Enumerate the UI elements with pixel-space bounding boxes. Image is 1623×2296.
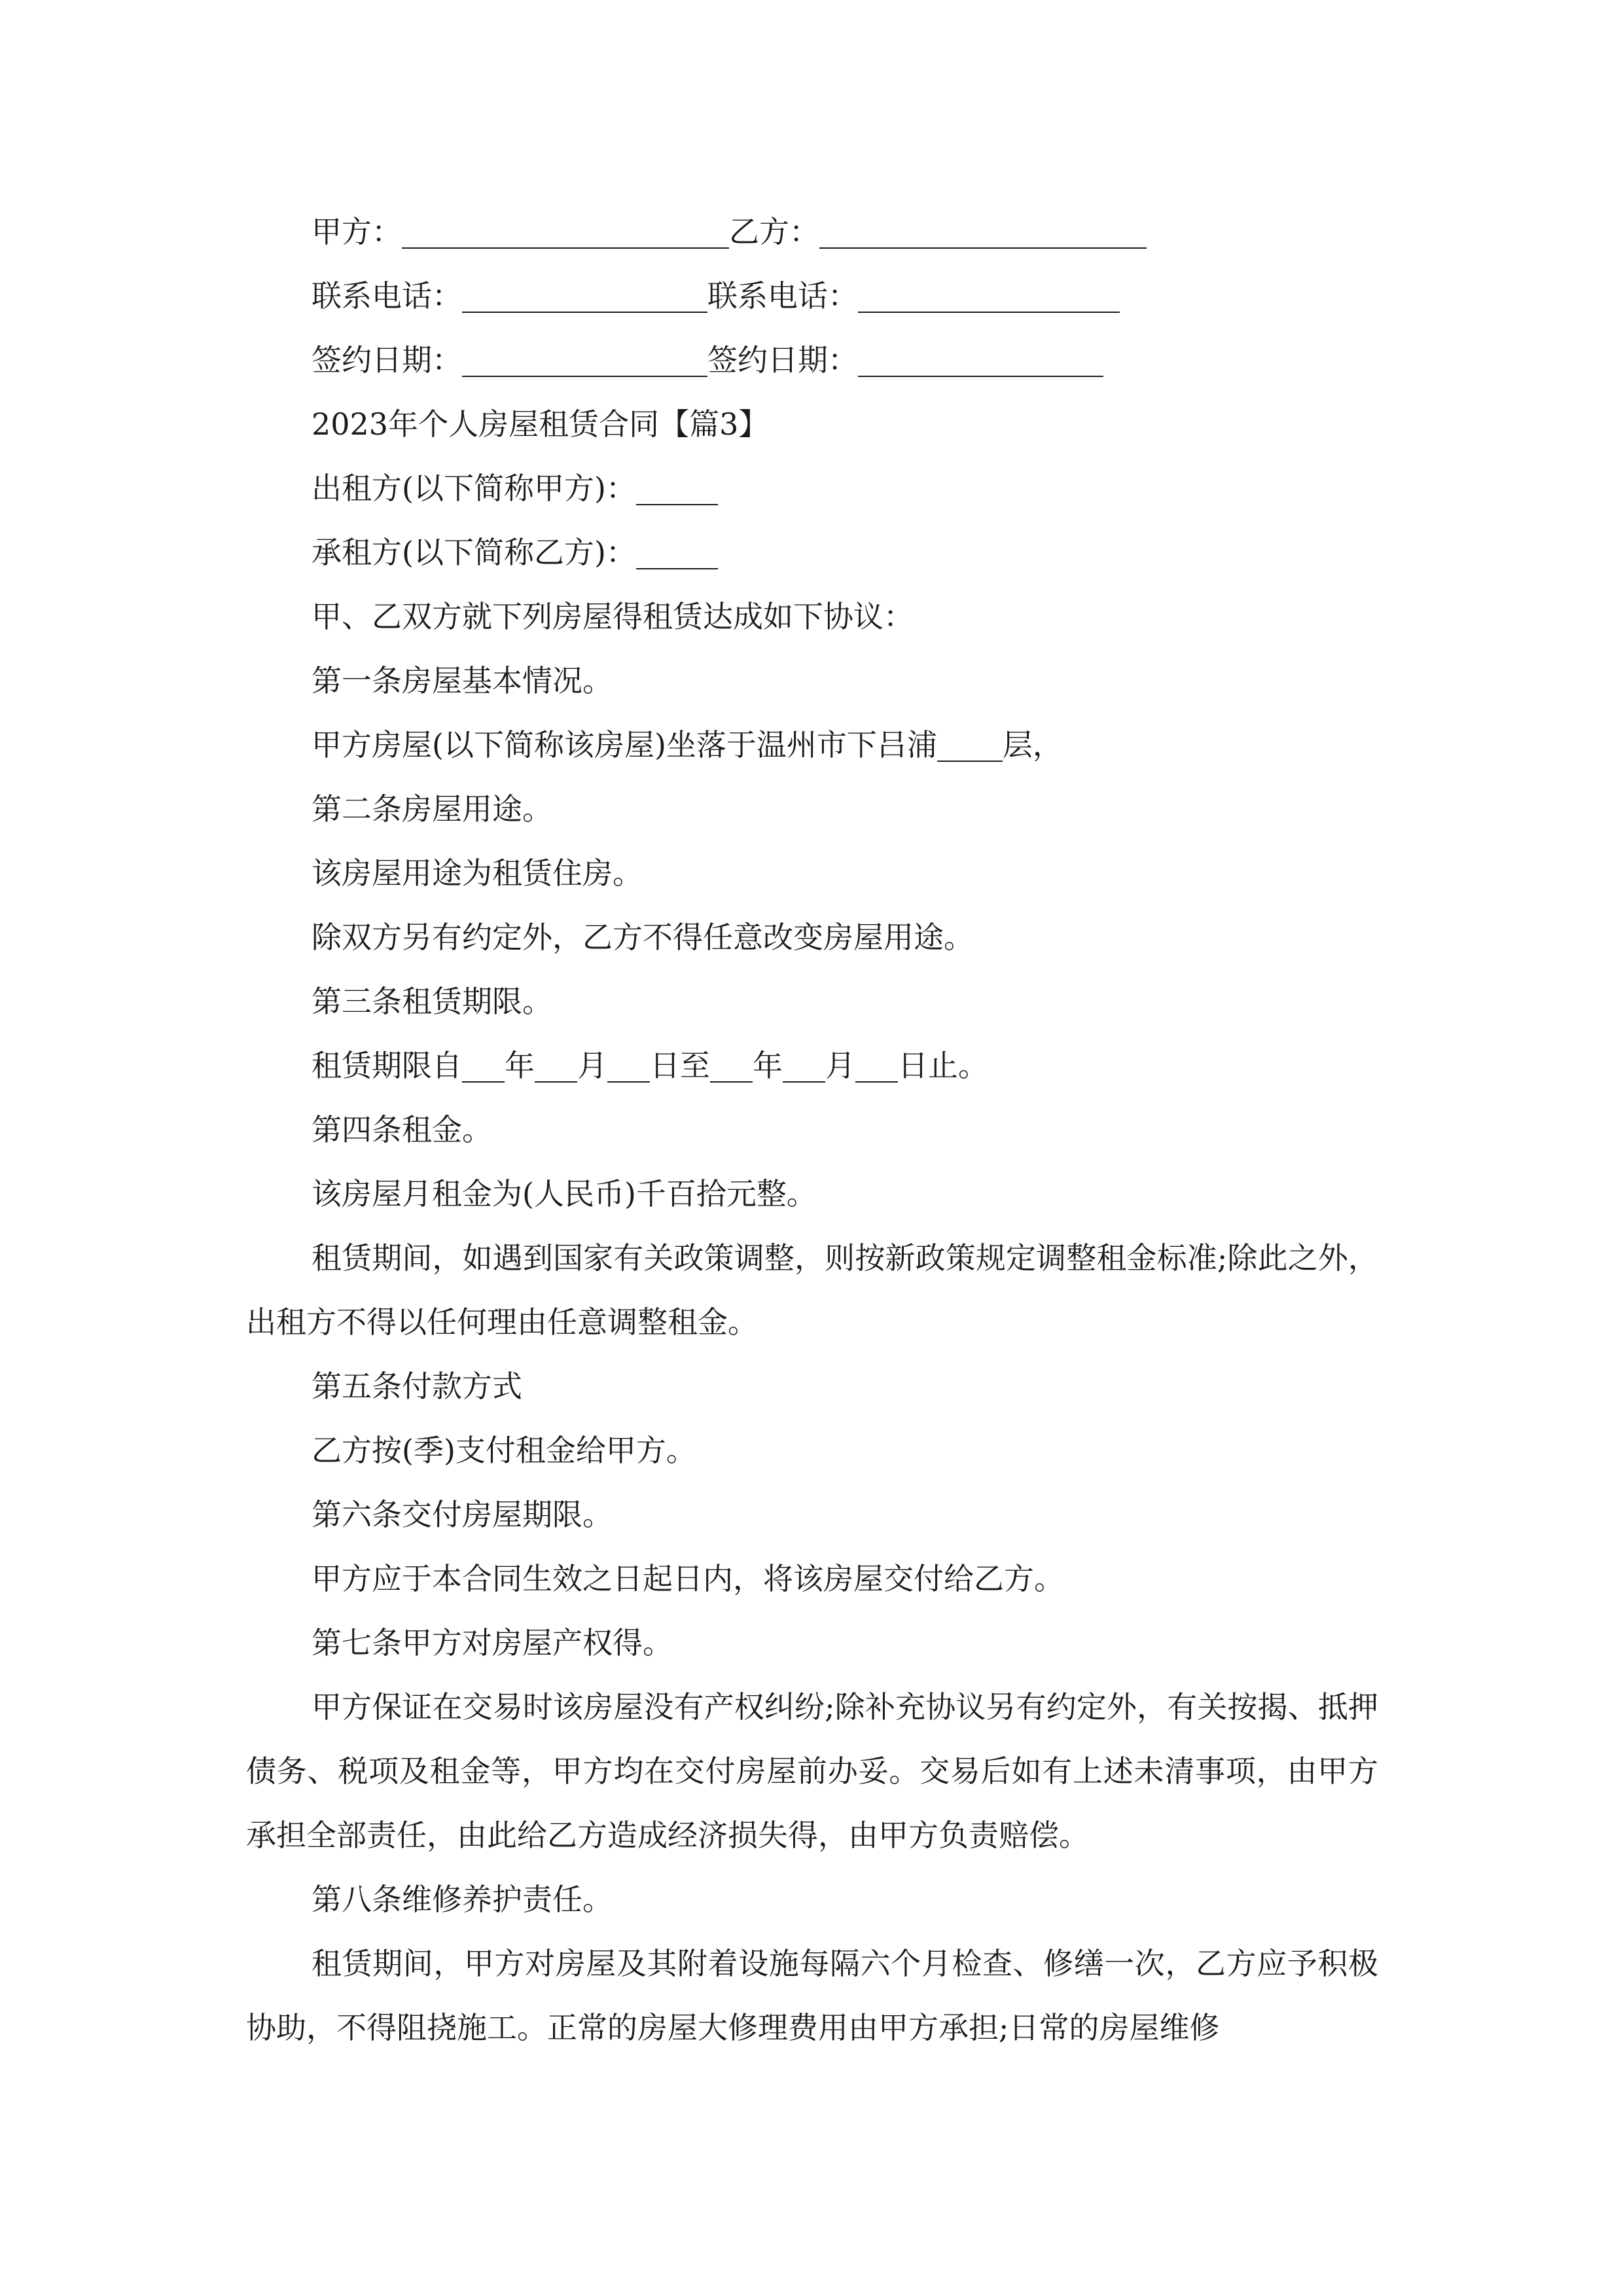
party-a-blank: [402, 216, 729, 249]
article-3-text: [246, 1033, 1378, 1098]
party-b-blank: [819, 216, 1147, 249]
date-b-label: 签约日期：: [707, 342, 858, 378]
article-6-title: 第六条交付房屋期限。: [312, 1497, 613, 1532]
lessor-row: [246, 456, 1378, 520]
party-signature-row: [246, 200, 1378, 264]
phone-a-label: 联系电话：: [312, 278, 462, 314]
article-1-text: [246, 713, 1378, 777]
term-day-to: 日至: [650, 1048, 710, 1083]
phone-a-blank: [462, 280, 707, 313]
date-b-blank: [858, 344, 1103, 377]
term-year-2: 年: [753, 1048, 783, 1083]
article-8-text: 租赁期间，甲方对房屋及其附着设施每隔六个月检查、修缮一次，乙方应予积极协助，不得阻挠施工。正常的房屋大修理费用由甲方承担;日常的房屋维修: [246, 1946, 1378, 2045]
term-prefix: 租赁期限自: [312, 1048, 462, 1083]
article-2-text-2: 除双方另有约定外，乙方不得任意改变房屋用途。: [312, 920, 974, 955]
date-a-label: 签约日期：: [312, 342, 462, 378]
phone-b-label: 联系电话：: [707, 278, 858, 314]
floor-blank: [937, 729, 1003, 762]
article-4-text-1: 该房屋月租金为(人民币)千百拾元整。: [312, 1176, 817, 1211]
lessor-blank: [636, 473, 718, 505]
start-year-blank: [462, 1050, 505, 1083]
article-1-text-b: 层，: [1002, 727, 1063, 762]
date-a-blank: [462, 344, 707, 377]
article-4-text-2: 租赁期间，如遇到国家有关政策调整，则按新政策规定调整租金标准;除此之外，出租方不得以任何理由任意调整租金。: [246, 1240, 1378, 1340]
article-5-title: 第五条付款方式: [312, 1369, 522, 1404]
date-row: [246, 328, 1378, 392]
start-month-blank: [535, 1050, 577, 1083]
contract-title: 2023年个人房屋租赁合同【篇3】: [312, 406, 769, 442]
end-day-blank: [855, 1050, 898, 1083]
term-month-1: 月: [577, 1048, 607, 1083]
article-2-title: 第二条房屋用途。: [312, 791, 552, 827]
document-body: [246, 200, 1378, 2060]
intro-text: 甲、乙双方就下列房屋得租赁达成如下协议：: [312, 599, 914, 634]
article-4-title: 第四条租金。: [312, 1112, 492, 1147]
article-7-title: 第七条甲方对房屋产权得。: [312, 1625, 673, 1660]
article-8-title: 第八条维修养护责任。: [312, 1882, 613, 1917]
lessee-row: [246, 520, 1378, 584]
phone-b-blank: [858, 280, 1120, 313]
article-7-text: 甲方保证在交易时该房屋没有产权纠纷;除补充协议另有约定外，有关按揭、抵押债务、税项及租金等，甲方均在交付房屋前办妥。交易后如有上述未清事项，由甲方承担全部责任，由此给乙方造成经济损失得，由甲方负责赔偿。: [246, 1689, 1378, 1853]
party-a-label: 甲方：: [312, 214, 402, 249]
article-3-title: 第三条租赁期限。: [312, 984, 552, 1019]
article-1-title: 第一条房屋基本情况。: [312, 663, 613, 698]
lessee-blank: [636, 537, 718, 569]
term-end: 日止。: [898, 1048, 988, 1083]
phone-row: [246, 264, 1378, 328]
lessor-label: 出租方(以下简称甲方)：: [312, 471, 636, 506]
article-6-text: 甲方应于本合同生效之日起日内，将该房屋交付给乙方。: [312, 1561, 1064, 1596]
lessee-label: 承租方(以下简称乙方)：: [312, 535, 636, 570]
article-2-text-1: 该房屋用途为租赁住房。: [312, 855, 643, 891]
end-year-blank: [710, 1050, 753, 1083]
term-year-1: 年: [505, 1048, 535, 1083]
article-5-text: 乙方按(季)支付租金给甲方。: [312, 1433, 696, 1468]
article-1-text-a: 甲方房屋(以下简称该房屋)坐落于温州市下吕浦: [312, 727, 937, 762]
end-month-blank: [783, 1050, 825, 1083]
start-day-blank: [607, 1050, 650, 1083]
party-b-label: 乙方：: [729, 214, 819, 249]
term-month-2: 月: [825, 1048, 855, 1083]
